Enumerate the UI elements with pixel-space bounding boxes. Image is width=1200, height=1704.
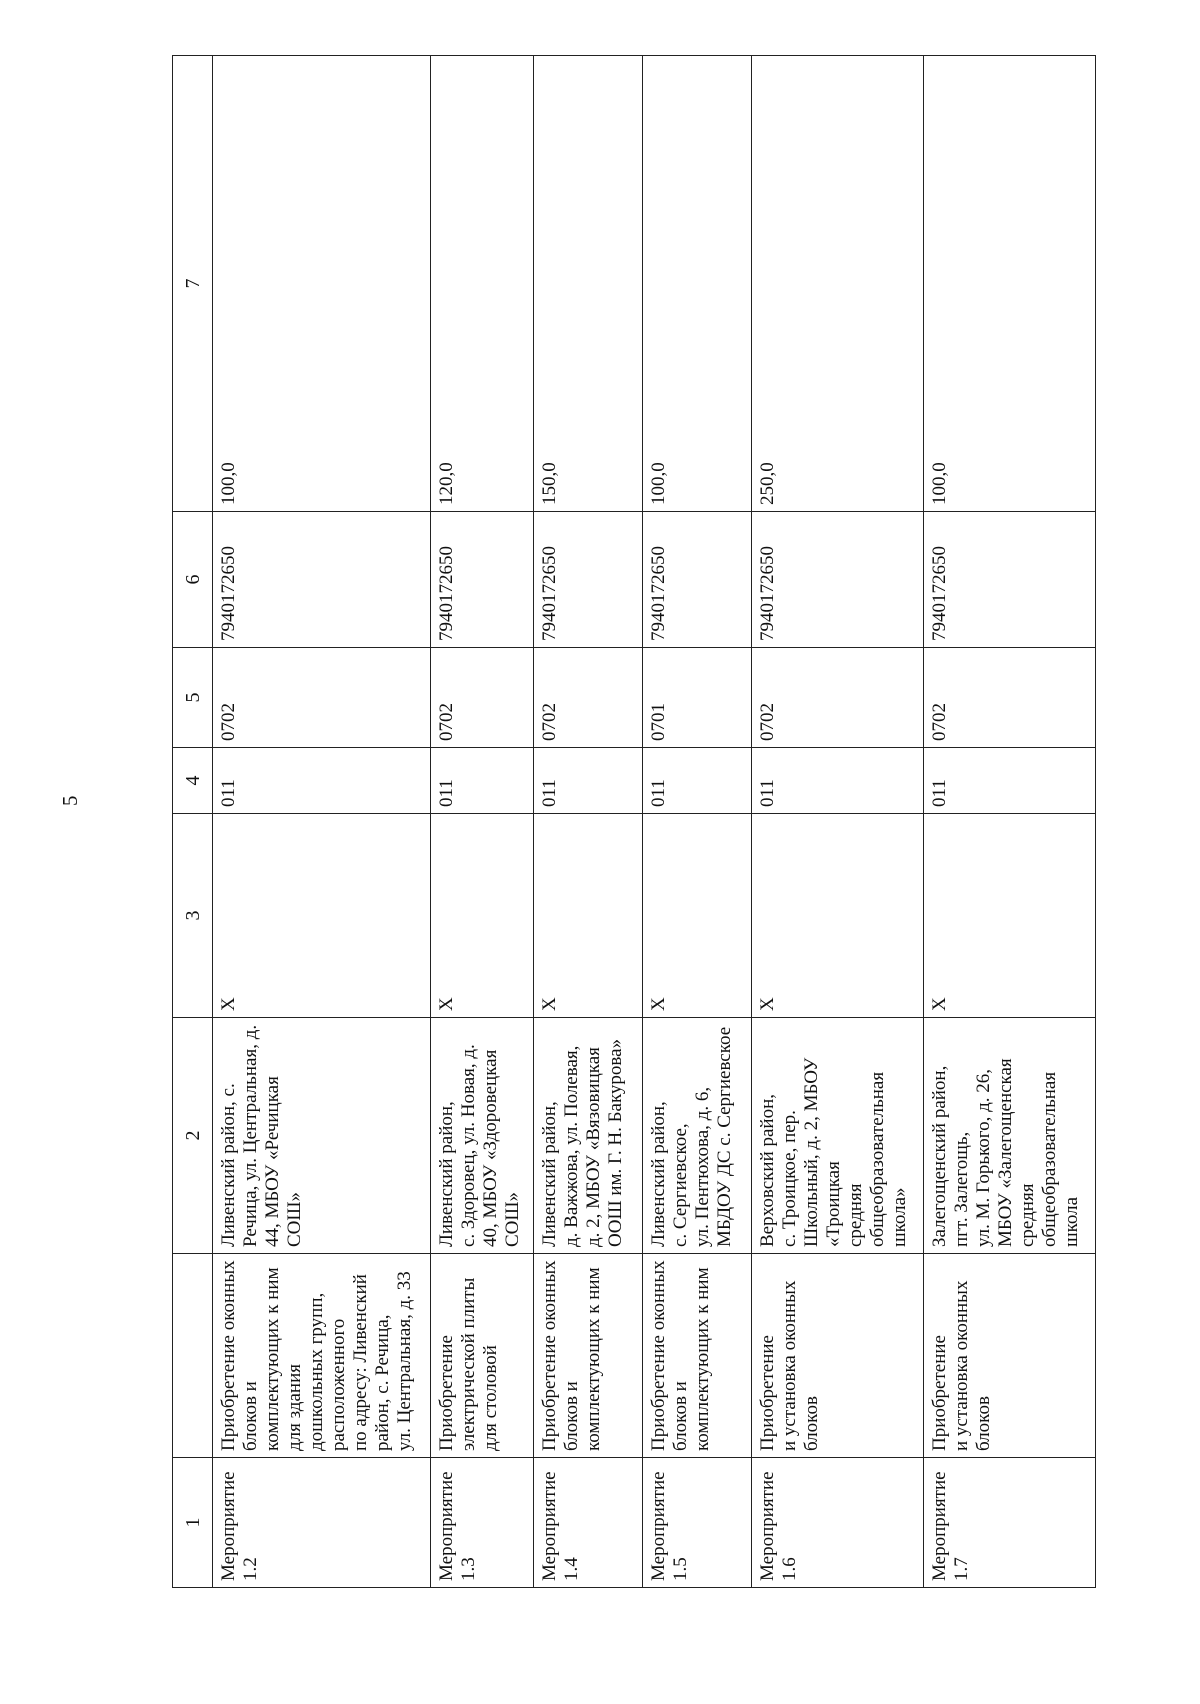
amount-cell: 100,0 (923, 56, 1095, 512)
code-cell: 011 (923, 748, 1095, 814)
table-row (534, 56, 643, 1588)
header-cell: 6 (173, 512, 213, 648)
measure-cell: Мероприятие 1.7 (923, 1458, 1095, 1588)
address-cell: Ливенский район, с. Здоровец, ул. Новая, д. 40, МБОУ «Здоровецкая СОШ» (431, 1018, 534, 1254)
measure-cell: Мероприятие 1.4 (534, 1458, 643, 1588)
amount-cell: 120,0 (431, 56, 534, 512)
description-cell: Приобретение и установка оконных блоков (923, 1254, 1095, 1458)
code-cell: X (923, 814, 1095, 1018)
table-row (431, 56, 534, 1588)
code-cell: 011 (431, 748, 534, 814)
address-cell: Ливенский район, д. Важжова, ул. Полевая, д. 2, МБОУ «Вязовицкая ООШ им. Г. Н. Бакурова» (534, 1018, 643, 1254)
code-cell: 0702 (431, 648, 534, 748)
amount-cell: 150,0 (534, 56, 643, 512)
code-cell: 0702 (213, 648, 431, 748)
table-row (923, 56, 1095, 1588)
header-cell: 5 (173, 648, 213, 748)
measure-cell: Мероприятие 1.2 (213, 1458, 431, 1588)
table-row (213, 56, 431, 1588)
measure-cell: Мероприятие 1.5 (643, 1458, 752, 1588)
header-cell: 7 (173, 56, 213, 512)
description-cell: Приобретение электрической плиты для столовой (431, 1254, 534, 1458)
code-cell: X (751, 814, 923, 1018)
amount-cell: 100,0 (643, 56, 752, 512)
description-cell: Приобретение оконных блоков и комплектующих к ним для здания дошкольных групп, расположенного по адресу: Ливенский район, с. Речица, ул. Центральная, д. 33 (213, 1254, 431, 1458)
code-cell: 7940172650 (643, 512, 752, 648)
code-cell: X (213, 814, 431, 1018)
description-cell: Приобретение оконных блоков и комплектующих к ним (534, 1254, 643, 1458)
code-cell: 0702 (923, 648, 1095, 748)
code-cell: 7940172650 (534, 512, 643, 648)
code-cell: X (534, 814, 643, 1018)
amount-cell: 250,0 (751, 56, 923, 512)
header-cell: 3 (173, 814, 213, 1018)
code-cell: 0701 (643, 648, 752, 748)
address-cell: Ливенский район, с. Речица, ул. Центральная, д. 44, МБОУ «Речицкая СОШ» (213, 1018, 431, 1254)
description-cell: Приобретение оконных блоков и комплектующих к ним (643, 1254, 752, 1458)
header-cell: 2 (173, 1018, 213, 1254)
measure-cell: Мероприятие 1.3 (431, 1458, 534, 1588)
description-cell: Приобретение и установка оконных блоков (751, 1254, 923, 1458)
address-cell: Залегощенский район, пгт. Залегощь, ул. М. Горького, д. 26, МБОУ «Залегощенская средняя общеобразовательная школа (923, 1018, 1095, 1254)
table-row (643, 56, 752, 1588)
code-cell: 7940172650 (431, 512, 534, 648)
address-cell: Верховский район, с. Троицкое, пер. Школьный, д. 2, МБОУ «Троицкая средняя общеобразовательная школа» (751, 1018, 923, 1254)
header-cell: 1 (173, 1458, 213, 1588)
code-cell: 0702 (534, 648, 643, 748)
code-cell: 011 (213, 748, 431, 814)
table-row (751, 56, 923, 1588)
measure-cell: Мероприятие 1.6 (751, 1458, 923, 1588)
page-number: 5 (58, 795, 82, 806)
header-cell (173, 1254, 213, 1458)
code-cell: 7940172650 (751, 512, 923, 648)
code-cell: 7940172650 (923, 512, 1095, 648)
code-cell: 011 (643, 748, 752, 814)
code-cell: X (643, 814, 752, 1018)
code-cell: 7940172650 (213, 512, 431, 648)
code-cell: 0702 (751, 648, 923, 748)
header-row (173, 56, 213, 1588)
code-cell: X (431, 814, 534, 1018)
header-cell: 4 (173, 748, 213, 814)
budget-table (172, 55, 1096, 1588)
amount-cell: 100,0 (213, 56, 431, 512)
budget-table-rotated (172, 56, 1096, 1588)
code-cell: 011 (534, 748, 643, 814)
code-cell: 011 (751, 748, 923, 814)
address-cell: Ливенский район, с. Сергиевское, ул. Пентюхова, д. 6, МБДОУ ДС с. Сергиевское (643, 1018, 752, 1254)
